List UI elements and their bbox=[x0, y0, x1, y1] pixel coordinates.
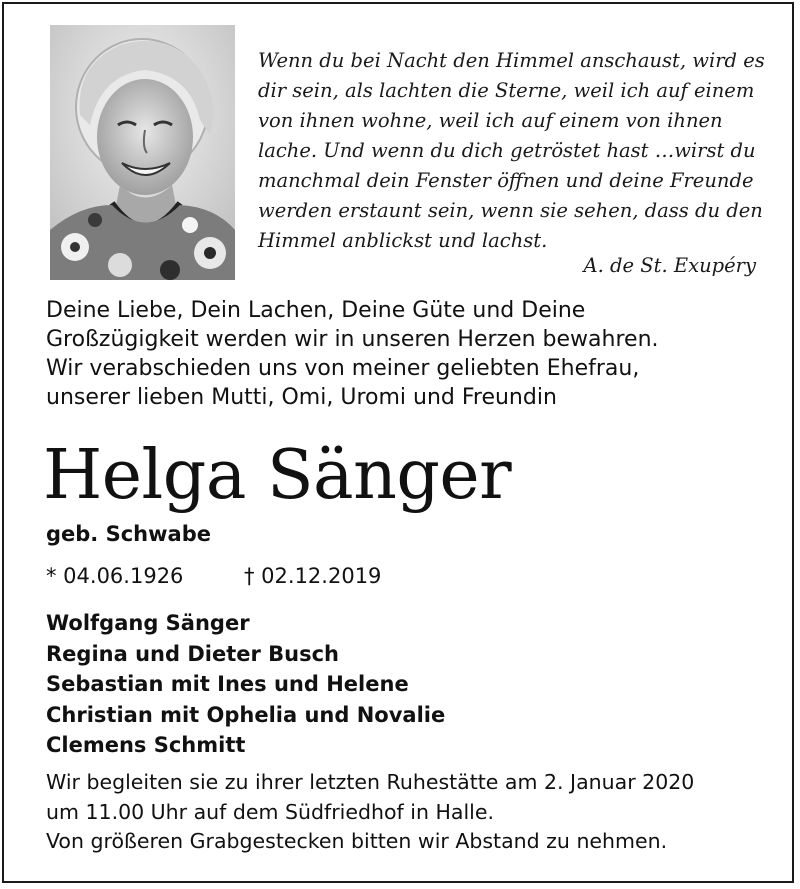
notice-line: um 11.00 Uhr auf dem Südfriedhof in Halle. bbox=[46, 799, 494, 824]
quote-line: Himmel anblickst und lachst. bbox=[258, 229, 548, 252]
portrait-photo bbox=[50, 25, 235, 280]
quote-line: manchmal dein Fenster öffnen und deine Freunde bbox=[258, 169, 754, 192]
quote-block bbox=[258, 46, 768, 256]
quote-author: A. de St. Exupéry bbox=[583, 254, 756, 277]
quote-line: dir sein, als lachten die Sterne, weil ich auf einem bbox=[258, 79, 755, 102]
quote-line: von ihnen wohne, weil ich auf einem von ihnen bbox=[258, 109, 723, 132]
quote-line: werden erstaunt sein, wenn sie sehen, dass du den bbox=[258, 199, 763, 222]
death-date: † 02.12.2019 bbox=[244, 564, 382, 588]
mourner-name: Wolfgang Sänger bbox=[46, 611, 250, 635]
intro-line: Deine Liebe, Dein Lachen, Deine Güte und Deine bbox=[46, 298, 586, 323]
deceased-name: Helga Sänger bbox=[43, 436, 512, 515]
mourner-name: Christian mit Ophelia und Novalie bbox=[46, 702, 446, 727]
mourner-name: Regina und Dieter Busch bbox=[46, 641, 339, 666]
intro-line: Großzügigkeit werden wir in unseren Herzen bewahren. bbox=[46, 327, 659, 352]
mourner-name: Clemens Schmitt bbox=[46, 733, 246, 757]
birth-date: * 04.06.1926 bbox=[46, 564, 184, 588]
intro-line: Wir verabschieden uns von meiner geliebten Ehefrau, bbox=[46, 356, 640, 381]
maiden-name: geb. Schwabe bbox=[46, 522, 211, 546]
intro-line: unserer lieben Mutti, Omi, Uromi und Freundin bbox=[46, 385, 557, 410]
mourner-name: Sebastian mit Ines und Helene bbox=[46, 672, 409, 696]
mourners-list bbox=[46, 608, 646, 761]
intro-text bbox=[46, 296, 766, 412]
portrait-image bbox=[50, 25, 235, 280]
quote-line: lache. Und wenn du dich getröstet hast …wirst du bbox=[258, 139, 756, 162]
notice-line: Wir begleiten sie zu ihrer letzten Ruhestätte am 2. Januar 2020 bbox=[46, 770, 695, 794]
notice-line: Von größeren Grabgestecken bitten wir Abstand zu nehmen. bbox=[46, 829, 668, 853]
quote-line: Wenn du bei Nacht den Himmel anschaust, wird es bbox=[258, 49, 765, 72]
funeral-notice bbox=[46, 768, 766, 857]
